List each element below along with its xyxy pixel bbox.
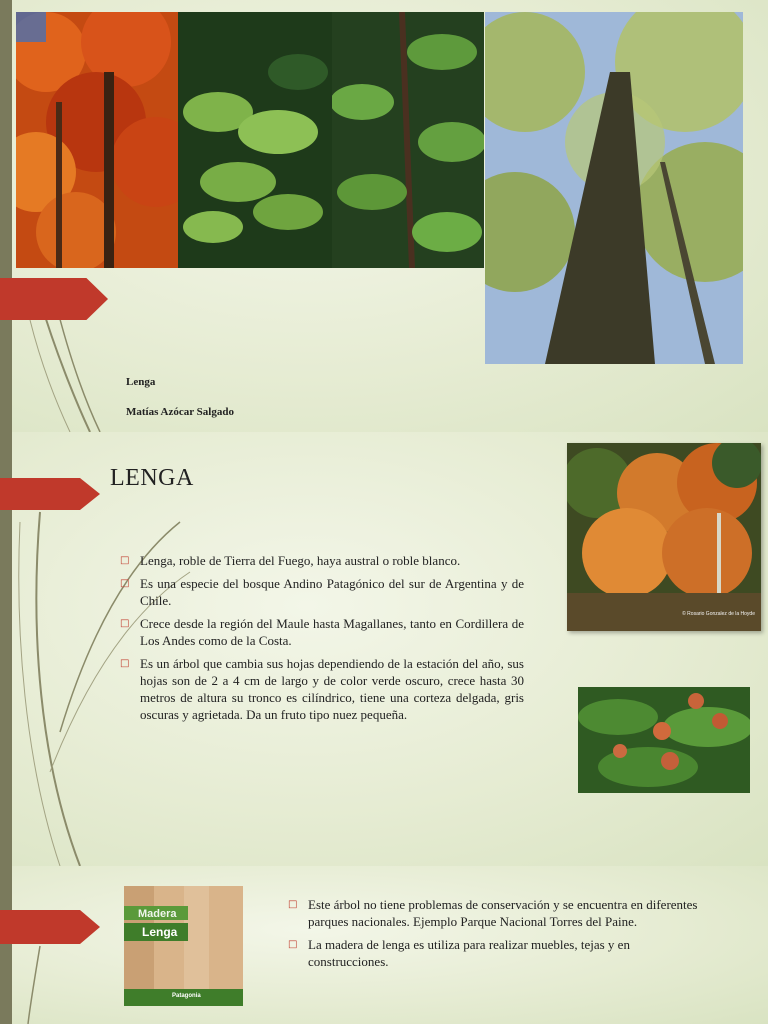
- list-item: □ Este árbol no tiene problemas de conservación y se encuentra en diferentes parques nacionales. Ejemplo Parque Nacional Torres del Paine.: [288, 897, 698, 929]
- autumn-forest-photo-2: [567, 443, 761, 631]
- slide-marker-arrow: [0, 278, 108, 320]
- list-item: □ Es una especie del bosque Andino Patagónico del sur de Argentina y de Chile.: [120, 576, 524, 608]
- list-item: □ Es un árbol que cambia sus hojas dependiendo de la estación del año, sus hojas son de 2 a 4 cm de largo y de color verde oscuro, crece hasta 30 metros de altura su tronco es cilíndrico, tiene una corteza delgada, gris oscuras y agrietada. Da un fruto tipo nuez pequeña.: [120, 656, 524, 722]
- lenga-leaves-photo-1: [178, 12, 332, 268]
- slide-marker-arrow: [0, 910, 100, 944]
- lenga-fruit-photo: [578, 687, 750, 793]
- list-item: □ Lenga, roble de Tierra del Fuego, haya austral o roble blanco.: [120, 553, 461, 568]
- book-title-2: Lenga: [142, 925, 178, 939]
- slide-author: Matías Azócar Salgado: [126, 406, 234, 418]
- bullet-icon: □: [288, 939, 298, 950]
- slide-title: Lenga: [126, 376, 156, 388]
- lenga-leaves-photo-2: [332, 12, 484, 268]
- bullet-list: [288, 896, 708, 976]
- section-heading: LENGA: [110, 465, 194, 491]
- autumn-forest-photo: [16, 12, 178, 268]
- madera-lenga-book-cover: [124, 886, 243, 1006]
- slide-2: [0, 432, 768, 866]
- bullet-icon: □: [120, 618, 130, 629]
- slide-side-bar: [0, 866, 12, 1024]
- bullet-icon: □: [120, 658, 130, 669]
- list-item: □ Crece desde la región del Maule hasta Magallanes, tanto en Cordillera de Los Andes como de la Costa.: [120, 616, 524, 648]
- bullet-icon: □: [120, 578, 130, 589]
- book-title-1: Madera: [138, 908, 177, 920]
- bullet-icon: □: [120, 555, 130, 566]
- slide-3: [0, 866, 768, 1024]
- bullet-icon: □: [288, 899, 298, 910]
- slide-marker-arrow: [0, 478, 100, 510]
- book-footer: Patagonia: [172, 993, 201, 999]
- slide-1: [0, 0, 768, 432]
- lenga-trunk-photo: [485, 12, 743, 364]
- list-item: □ La madera de lenga es utiliza para realizar muebles, tejas y en construcciones.: [288, 937, 630, 969]
- photo-credit: © Rosario Gonzalez de la Hoyde: [682, 611, 755, 617]
- bullet-list: [120, 552, 524, 729]
- slide-side-bar: [0, 0, 12, 432]
